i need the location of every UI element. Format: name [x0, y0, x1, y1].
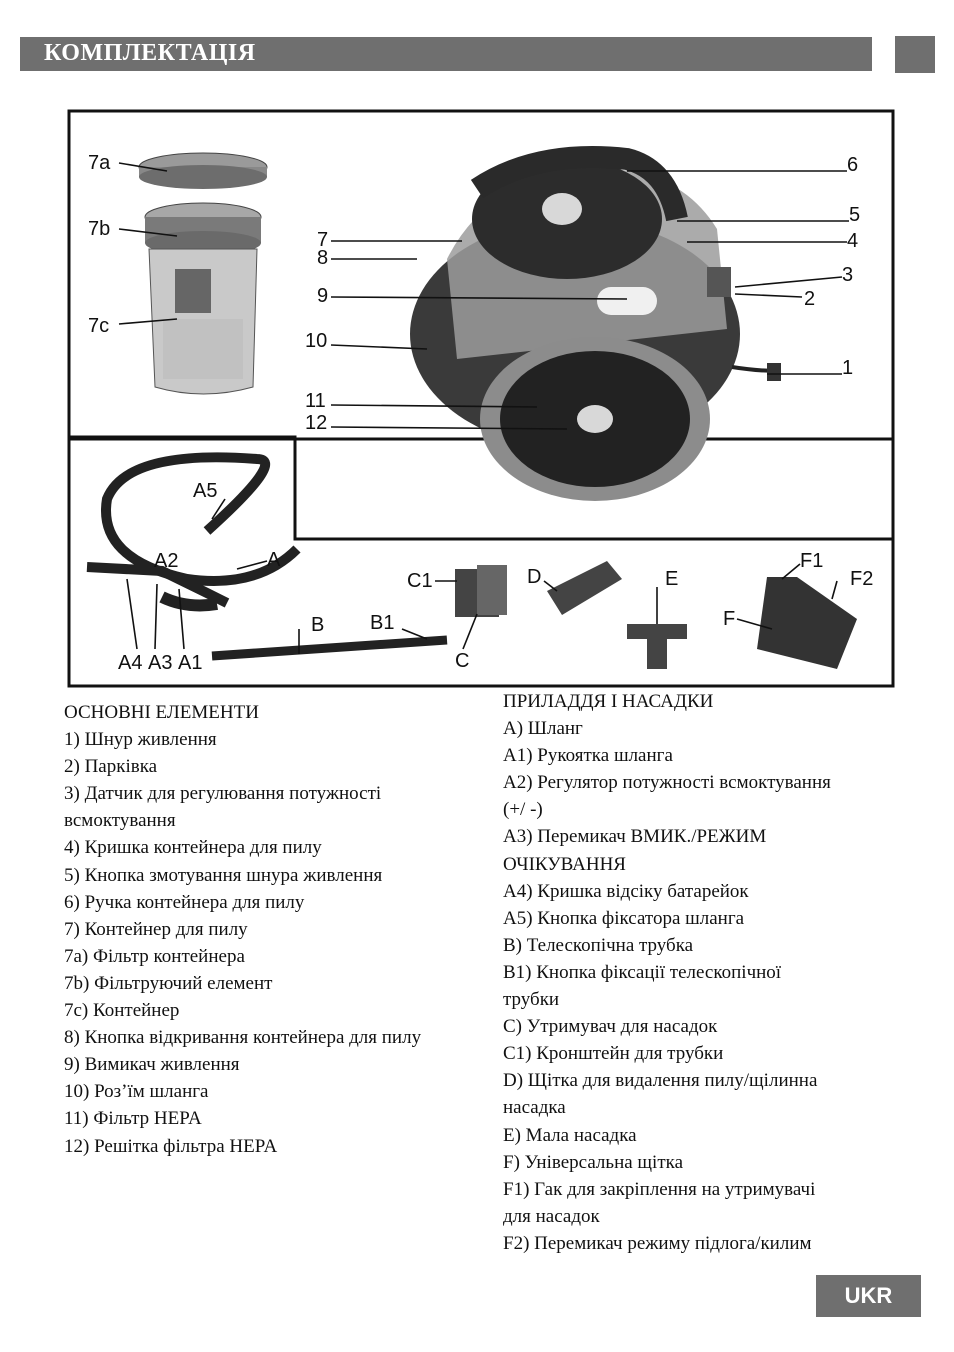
list-item: 2) Парківка	[64, 756, 158, 778]
label-A3: A3	[148, 652, 173, 674]
list-item: A1) Рукоятка шланга	[503, 745, 673, 767]
list-item: 7c) Контейнер	[64, 1000, 180, 1022]
label-A: A	[267, 549, 281, 571]
label-7: 7	[317, 229, 329, 251]
label-B: B	[311, 614, 325, 636]
language-badge: UKR	[816, 1275, 921, 1317]
label-F1: F1	[800, 550, 824, 572]
list-item: A2) Регулятор потужності всмоктування	[503, 772, 831, 794]
label-A1: A1	[178, 652, 203, 674]
list-item: 5) Кнопка змотування шнура живлення	[64, 864, 383, 886]
list-item: трубки	[503, 989, 560, 1011]
list-item: ОЧІКУВАННЯ	[503, 853, 626, 875]
list-item: 12) Решітка фільтра HEPA	[64, 1135, 278, 1157]
header-corner-block	[895, 36, 935, 73]
label-1: 1	[842, 357, 854, 379]
label-2: 2	[804, 288, 816, 310]
list-item: 10) Роз’їм шланга	[64, 1081, 209, 1103]
accessories-list	[503, 688, 899, 1257]
label-7c: 7c	[88, 315, 110, 337]
list-item: 7b) Фільтруючий елемент	[64, 972, 273, 994]
label-E: E	[665, 568, 679, 590]
list-item: C1) Кронштейн для трубки	[503, 1043, 724, 1065]
list-item: A5) Кнопка фіксатора шланга	[503, 907, 745, 929]
list-item: A) Шланг	[503, 718, 583, 740]
label-7b: 7b	[88, 218, 111, 240]
list-item: 8) Кнопка відкривання контейнера для пилу	[64, 1027, 422, 1049]
label-F2: F2	[850, 568, 874, 590]
list-item: F) Універсальна щітка	[503, 1151, 684, 1173]
label-5: 5	[849, 204, 861, 226]
label-C1: C1	[407, 570, 433, 592]
label-B1: B1	[370, 612, 395, 634]
label-10: 10	[305, 330, 328, 352]
list-item: (+/ -)	[503, 799, 543, 821]
label-6: 6	[847, 154, 859, 176]
label-A5: A5	[193, 480, 218, 502]
list-item: 4) Кришка контейнера для пилу	[64, 837, 322, 859]
list-item: 7) Контейнер для пилу	[64, 918, 248, 940]
list-item: B1) Кнопка фіксації телескопічної	[503, 961, 782, 983]
product-diagram	[67, 109, 895, 689]
list-item: B) Телескопічна трубка	[503, 934, 694, 956]
list-item: C) Утримувач для насадок	[503, 1016, 718, 1038]
label-11: 11	[305, 390, 326, 412]
section-title: КОМПЛЕКТАЦІЯ	[44, 40, 256, 66]
list-item: 3) Датчик для регулювання потужності	[64, 783, 382, 805]
list-item: 9) Вимикач живлення	[64, 1054, 240, 1076]
list-item: 7a) Фільтр контейнера	[64, 945, 245, 967]
container-parts-illustration	[139, 153, 267, 394]
vacuum-cleaner-illustration	[410, 157, 781, 501]
label-7a: 7a	[88, 152, 111, 174]
label-9: 9	[317, 285, 329, 307]
label-12: 12	[305, 412, 328, 434]
list-item: A4) Кришка відсіку батарейок	[503, 880, 749, 902]
list-item: D) Щітка для видалення пилу/щілинна	[503, 1070, 818, 1092]
list-item: 6) Ручка контейнера для пилу	[64, 891, 305, 913]
main-elements-list	[64, 699, 504, 1160]
section-header-bar	[20, 37, 872, 71]
label-D: D	[527, 566, 542, 588]
label-A4: A4	[118, 652, 143, 674]
list-item: для насадок	[503, 1205, 600, 1227]
main-elements-heading: ОСНОВНІ ЕЛЕМЕНТИ	[64, 702, 259, 723]
list-item: F2) Перемикач режиму підлога/килим	[503, 1232, 812, 1254]
list-item: всмоктування	[64, 810, 176, 832]
label-8: 8	[317, 247, 329, 269]
label-3: 3	[842, 264, 854, 286]
list-item: E) Мала насадка	[503, 1124, 637, 1146]
list-item: насадка	[503, 1097, 566, 1119]
accessories-heading: ПРИЛАДДЯ І НАСАДКИ	[503, 691, 714, 712]
list-item: F1) Гак для закріплення на утримувачі	[503, 1178, 816, 1200]
list-item: 11) Фільтр HEPA	[64, 1108, 202, 1130]
list-item: 1) Шнур живлення	[64, 729, 217, 751]
label-F: F	[723, 608, 736, 630]
label-4: 4	[847, 230, 859, 252]
label-A2: A2	[154, 550, 179, 572]
list-item: A3) Перемикач ВМИК./РЕЖИМ	[503, 826, 767, 848]
label-C: C	[455, 650, 470, 672]
